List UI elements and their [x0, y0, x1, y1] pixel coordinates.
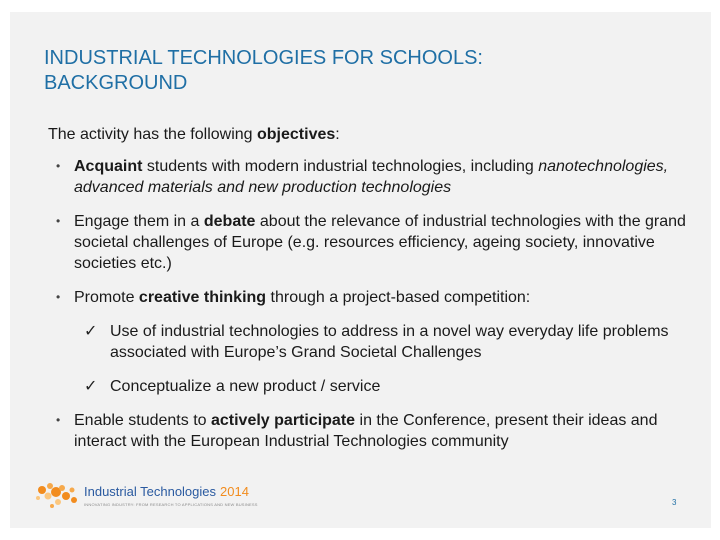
bullet-bold: Acquaint — [74, 158, 143, 175]
title-line-2: BACKGROUND — [44, 72, 188, 94]
bullet-text: through a project-based competition: — [266, 289, 531, 306]
bullet-text: about the relevance of industrial technologies with the grand societal challenges of Europe (e.g. resources efficiency, ageing society, innovative societies etc.) — [74, 213, 686, 272]
bullet-pre: Enable students to — [74, 412, 211, 429]
bullet-icon: • — [56, 159, 61, 173]
bullet-item — [48, 410, 688, 452]
slide-body — [48, 124, 688, 465]
logo-emblem-icon — [32, 478, 82, 514]
logo-year: 2014 — [220, 484, 249, 499]
bullet-bold: actively participate — [210, 412, 356, 429]
intro-suffix: : — [335, 126, 340, 143]
bullet-bold: creative thinking — [138, 289, 267, 306]
bullet-pre: Engage them in a — [74, 213, 204, 230]
intro-text — [48, 124, 688, 145]
slide-title — [44, 46, 664, 96]
logo-tagline: INNOVATING INDUSTRY: FROM RESEARCH TO APPLICATIONS AND NEW BUSINESS — [84, 502, 258, 507]
logo-name-text: Industrial Technologies — [84, 484, 217, 499]
bullet-icon: • — [56, 290, 61, 304]
intro-bold: objectives — [257, 126, 336, 143]
bullet-item — [48, 287, 688, 308]
bullet-item — [48, 156, 688, 198]
industrial-technologies-logo — [32, 478, 258, 514]
check-text: Conceptualize a new product / service — [110, 378, 381, 395]
check-item — [48, 376, 688, 397]
bullet-pre: Promote — [74, 289, 139, 306]
page-number: 3 — [672, 498, 677, 507]
intro-prefix: The activity has the following — [48, 126, 257, 143]
check-item — [48, 321, 688, 363]
checkmark-icon: ✓ — [84, 323, 98, 340]
logo-name — [84, 484, 249, 499]
bullet-text: students with modern industrial technologies, including — [142, 158, 539, 175]
bullet-icon: • — [56, 413, 61, 427]
bullet-text: in the Conference, present their ideas and interact with the European Industrial Technologies community — [74, 412, 658, 450]
checkmark-icon: ✓ — [84, 378, 98, 395]
bullet-icon: • — [56, 214, 61, 228]
bullet-italic: nanotechnologies, advanced materials and new production technologies — [74, 158, 669, 196]
bullet-bold: debate — [203, 213, 256, 230]
bullet-item — [48, 211, 688, 274]
title-line-1: INDUSTRIAL TECHNOLOGIES FOR SCHOOLS: — [44, 47, 483, 69]
check-text: Use of industrial technologies to address in a novel way everyday life problems associated with Europe’s Grand Societal Challenges — [110, 323, 669, 361]
